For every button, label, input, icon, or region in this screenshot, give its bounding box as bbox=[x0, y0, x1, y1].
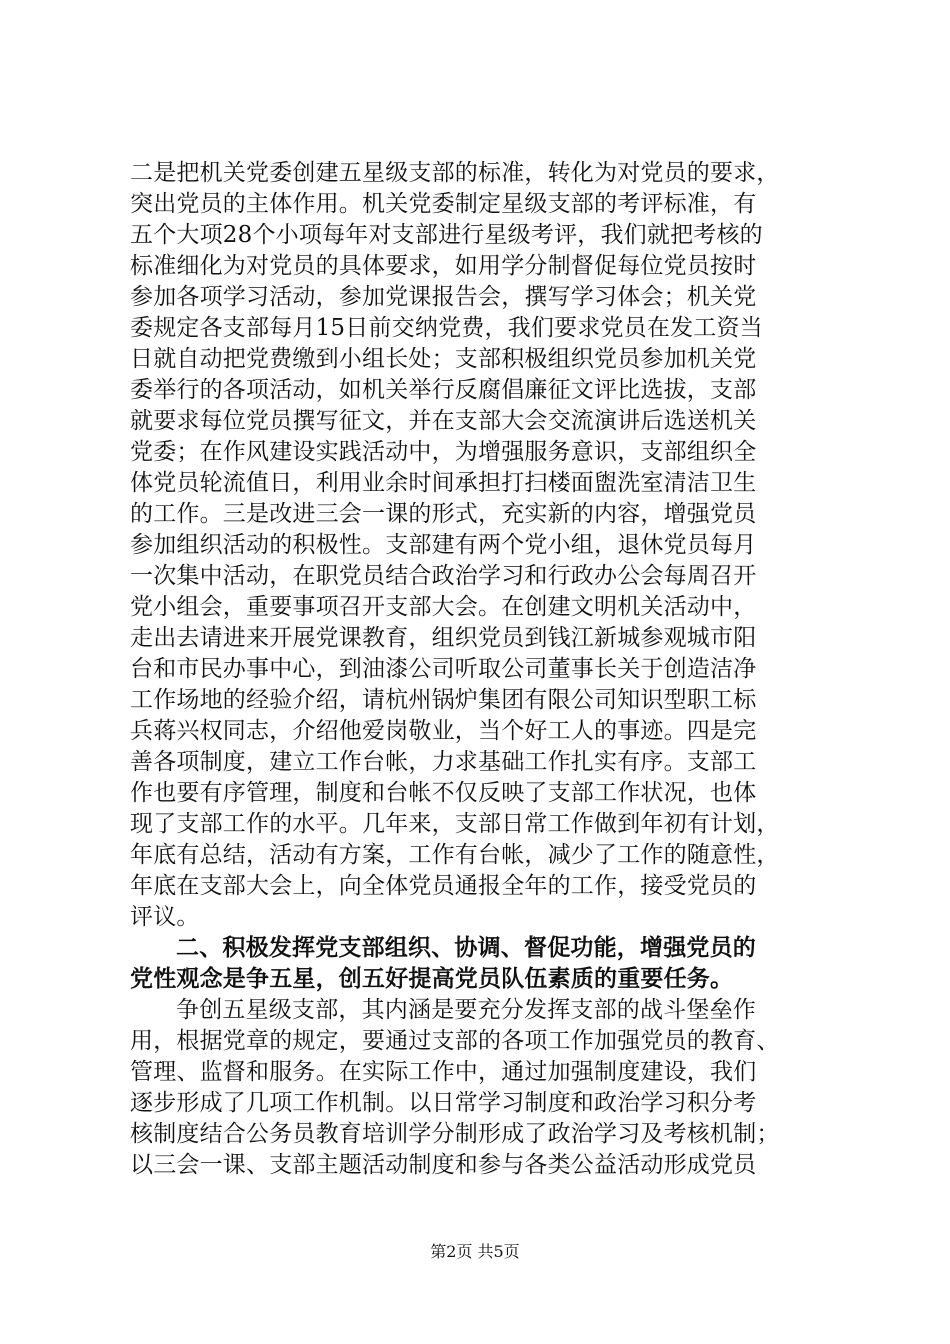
text-line: 参加各项学习活动，参加党课报告会，撰写学习体会；机关党 bbox=[130, 284, 757, 310]
text-line: 标准细化为对党员的具体要求，如用学分制督促每位党员按时 bbox=[130, 253, 757, 279]
text-line: 一次集中活动，在职党员结合政治学习和行政办公会每周召开 bbox=[130, 563, 757, 589]
text-line: 党委；在作风建设实践活动中，为增强服务意识，支部组织全 bbox=[130, 439, 757, 465]
text-line: 争创五星级支部，其内涵是要充分发挥支部的战斗堡垒作 bbox=[176, 997, 756, 1023]
text-line: 评议。 bbox=[130, 904, 200, 930]
text-line: 五个大项28个小项每年对支部进行星级考评，我们就把考核的 bbox=[130, 222, 763, 248]
text-line: 现了支部工作的水平。几年来，支部日常工作做到年初有计划， bbox=[130, 811, 780, 837]
text-line: 台和市民办事中心，到油漆公司听取公司董事长关于创造洁净 bbox=[130, 656, 757, 682]
text-line: 二是把机关党委创建五星级支部的标准，转化为对党员的要求， bbox=[130, 160, 780, 186]
text-line: 走出去请进来开展党课教育，组织党员到钱江新城参观城市阳 bbox=[130, 625, 757, 651]
text-line: 用，根据党章的规定，要通过支部的各项工作加强党员的教育、 bbox=[130, 1028, 780, 1054]
section-heading bbox=[130, 933, 830, 995]
text-line: 突出党员的主体作用。机关党委制定星级支部的考评标准，有 bbox=[130, 191, 757, 217]
text-line: 党小组会，重要事项召开支部大会。在创建文明机关活动中， bbox=[130, 594, 757, 620]
text-line: 体党员轮流值日，利用业余时间承担打扫楼面盥洗室清洁卫生 bbox=[130, 470, 757, 496]
text-line: 年底有总结，活动有方案，工作有台帐，减少了工作的随意性， bbox=[130, 842, 780, 868]
text-line: 的工作。三是改进三会一课的形式，充实新的内容，增强党员 bbox=[130, 501, 757, 527]
text-line: 年底在支部大会上，向全体党员通报全年的工作，接受党员的 bbox=[130, 873, 757, 899]
page-footer: 第2页 共5页 bbox=[430, 1242, 520, 1261]
text-line: 逐步形成了几项工作机制。以日常学习制度和政治学习积分考 bbox=[130, 1090, 757, 1116]
heading-line: 二、积极发挥党支部组织、协调、督促功能，增强党员的 bbox=[176, 935, 756, 961]
text-line: 参加组织活动的积极性。支部建有两个党小组，退休党员每月 bbox=[130, 532, 757, 558]
text-line: 兵蒋兴权同志，介绍他爱岗敬业，当个好工人的事迹。四是完 bbox=[130, 718, 757, 744]
text-line: 就要求每位党员撰写征文，并在支部大会交流演讲后选送机关 bbox=[130, 408, 757, 434]
text-line: 善各项制度，建立工作台帐，力求基础工作扎实有序。支部工 bbox=[130, 749, 757, 775]
text-line: 管理、监督和服务。在实际工作中，通过加强制度建设，我们 bbox=[130, 1059, 757, 1085]
paragraph-1 bbox=[130, 158, 830, 933]
text-line: 工作场地的经验介绍，请杭州锅炉集团有限公司知识型职工标 bbox=[130, 687, 757, 713]
text-line: 日就自动把党费缴到小组长处；支部积极组织党员参加机关党 bbox=[130, 346, 757, 372]
document-body bbox=[130, 158, 830, 1181]
text-line: 核制度结合公务员教育培训学分制形成了政治学习及考核机制； bbox=[130, 1121, 780, 1147]
paragraph-2 bbox=[130, 995, 830, 1181]
heading-line: 党性观念是争五星，创五好提高党员队伍素质的重要任务。 bbox=[130, 966, 734, 992]
text-line: 委举行的各项活动，如机关举行反腐倡廉征文评比选拔，支部 bbox=[130, 377, 757, 403]
text-line: 以三会一课、支部主题活动制度和参与各类公益活动形成党员 bbox=[130, 1152, 757, 1178]
text-line: 委规定各支部每月15日前交纳党费，我们要求党员在发工资当 bbox=[130, 315, 763, 341]
text-line: 作也要有序管理，制度和台帐不仅反映了支部工作状况，也体 bbox=[130, 780, 757, 806]
